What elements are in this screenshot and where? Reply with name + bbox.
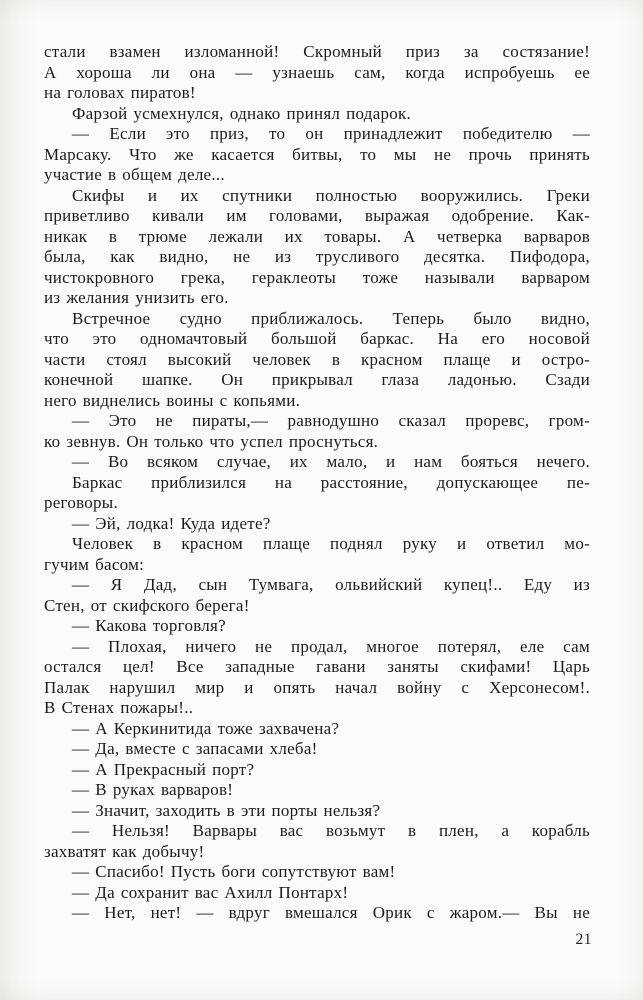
paragraph	[44, 534, 590, 575]
text-line: чистокровного грека, гераклеоты тоже называли варваром	[44, 267, 590, 287]
text-line: никак в трюме лежали их товары. А четверка варваров	[44, 226, 590, 246]
paragraph	[44, 719, 590, 740]
text-line: Встречное судно приближалось. Теперь было видно,	[72, 308, 590, 328]
text-line: Человек в красном плаще поднял руку и ответил мо-	[72, 534, 590, 553]
text-line: захватят как добычу!	[44, 841, 205, 861]
paragraph	[44, 780, 590, 801]
text-line: — Да сохранит вас Ахилл Понтарх!	[72, 882, 349, 902]
text-line: Стен, от скифского берега!	[44, 595, 250, 615]
paragraph	[44, 616, 590, 637]
paragraph	[44, 186, 590, 309]
paragraph	[44, 575, 590, 616]
paragraph	[44, 801, 590, 822]
text-line: Палак нарушил мир и опять начал войну с Херсонесом!.	[44, 677, 590, 697]
paragraph	[44, 411, 590, 452]
text-line: — Это не пираты,— равнодушно сказал проревс, гром-	[72, 411, 590, 430]
text-line: приветливо кивали им головами, выражая одобрение. Как-	[44, 206, 590, 225]
text-line: Фарзой усмехнулся, однако принял подарок.	[72, 103, 412, 123]
paragraph	[44, 903, 590, 924]
paragraph	[44, 473, 590, 514]
text-line: была, как видно, не из трусливого десятка. Пифодора,	[44, 247, 590, 266]
text-line: реговоры.	[44, 493, 118, 512]
paragraph	[44, 452, 590, 473]
text-line: — Значит, заходить в эти порты нельзя?	[72, 800, 381, 820]
paragraph	[44, 124, 590, 186]
text-line: на головах пиратов!	[44, 83, 196, 102]
text-line: — Нельзя! Варвары вас возьмут в плен, а корабль	[72, 821, 590, 840]
paragraph	[44, 104, 590, 125]
text-line: Марсаку. Что же касается битвы, то мы не прочь принять	[44, 144, 590, 164]
text-line: из желания унизить его.	[44, 288, 229, 307]
text-line: гучим басом:	[44, 554, 145, 574]
text-line: — Я Дад, сын Тумвага, ольвийский купец!.. Еду из	[72, 575, 590, 594]
paragraph	[44, 637, 590, 719]
paragraph	[44, 821, 590, 862]
text-line: — Плохая, ничего не продал, многое потерял, еле сам	[72, 636, 590, 656]
text-line: части стоял высокий человек в красном плаще и остро-	[44, 349, 590, 369]
text-line: — А Керкинитида тоже захвачена?	[72, 718, 340, 738]
text-line: ко зевнув. Он только что успел проснуться.	[44, 431, 379, 451]
page-number: 21	[575, 931, 592, 948]
text-block	[44, 42, 590, 924]
paragraph	[44, 309, 590, 412]
text-line: остался цел! Все западные гавани заняты скифами! Царь	[44, 657, 590, 676]
text-line: — В руках варваров!	[72, 780, 234, 799]
text-line: В Стенах пожары!..	[44, 698, 194, 717]
text-line: Баркас приблизился на расстояние, допускающее пе-	[72, 472, 590, 492]
paragraph	[44, 883, 590, 904]
text-line: что это одномачтовый большой баркас. На его носовой	[44, 329, 590, 348]
text-line: — Во всяком случае, их мало, и нам бояться нечего.	[72, 452, 590, 471]
text-line: участие в общем деле...	[44, 165, 225, 184]
text-line: — Нет, нет! — вдруг вмешался Орик с жаром.— Вы не	[72, 903, 590, 922]
paragraph	[44, 862, 590, 883]
text-line: — Какова торговля?	[72, 616, 226, 635]
paragraph	[44, 514, 590, 535]
text-line: — А Прекрасный порт?	[72, 759, 255, 779]
text-line: А хороша ли она — узнаешь сам, когда испробуешь ее	[44, 62, 590, 82]
text-line: — Да, вместе с запасами хлеба!	[72, 739, 318, 758]
paragraph	[44, 739, 590, 760]
text-line: — Если это приз, то он принадлежит победителю —	[72, 124, 590, 143]
text-line: Скифы и их спутники полностью вооружились. Греки	[72, 185, 590, 205]
text-line: — Спасибо! Пусть боги сопутствуют вам!	[72, 862, 396, 881]
paragraph	[44, 42, 590, 104]
paragraph	[44, 760, 590, 781]
text-line: — Эй, лодка! Куда идете?	[72, 513, 271, 533]
text-line: него виднелись воины с копьями.	[44, 390, 301, 410]
text-line: конечной шапке. Он прикрывал глаза ладонью. Сзади	[44, 370, 590, 389]
text-line: стали взамен изломанной! Скромный приз за состязание!	[44, 42, 590, 61]
